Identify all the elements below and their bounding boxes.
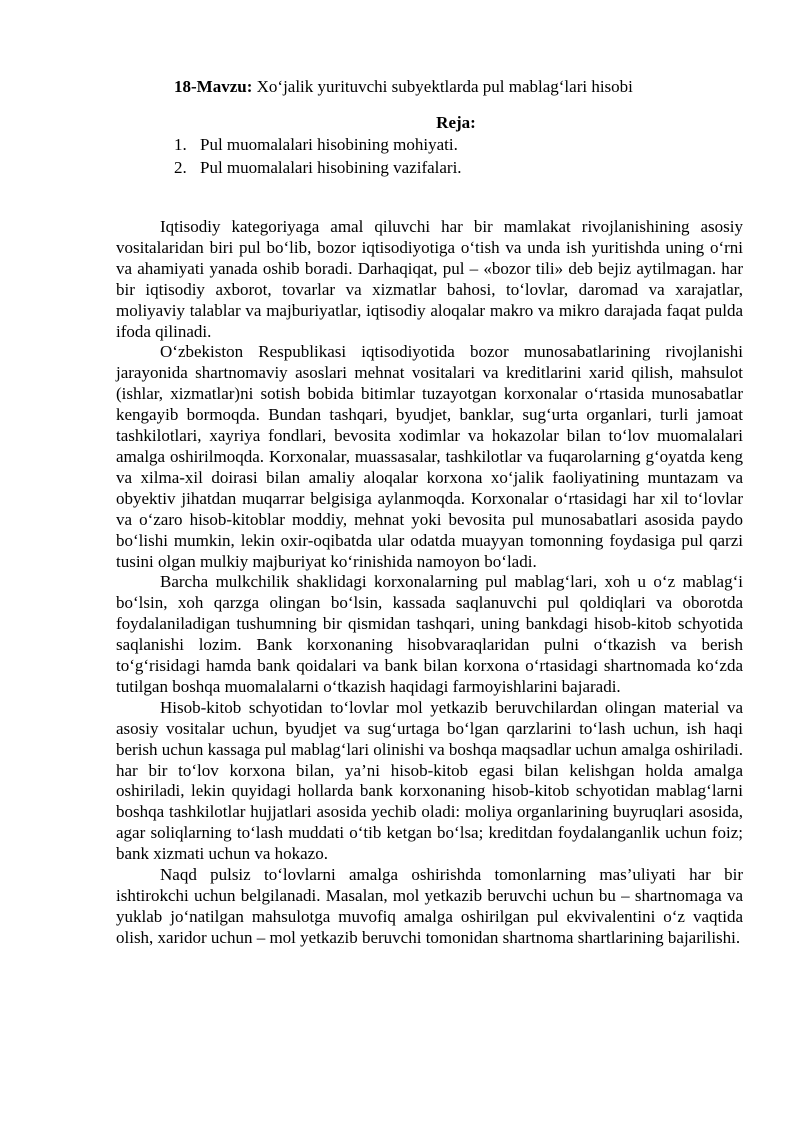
paragraph: Naqd pulsiz to‘lovlarni amalga oshirishda tomonlarning mas’uliyati har bir ishtirokchi uchun belgilanadi. Masalan, mol yetkazib beruvchi uchun bu – shartnomaga va yuklab jo‘natilgan mahsulotga muvofiq amalga oshirilgan pul ekvivalentini o‘z vaqtida olish, xaridor uchun – mol yetkazib beruvchi tomonidan shartnoma shartlarining bajarilishi. <box>116 865 743 947</box>
paragraph: Barcha mulkchilik shaklidagi korxonalarning pul mablag‘lari, xoh u o‘z mablag‘i bo‘lsin, xoh qarzga olingan bo‘lsin, kassada saqlanuvchi pul qoldiqlari va oborotda foydalaniladigan tushumning bir qismidan tashqari, uning bankdagi hisob-kitob schyotida saqlanishi lozim. Bank korxonaning hisobvaraqlaridan pulni o‘tkazish va berish to‘g‘risidagi hamda bank qoidalari va bank bilan korxona o‘rtasidagi shartnomada ko‘zda tutilgan boshqa muomalalarni o‘tkazish haqidagi farmoyishlarini bajaradi. <box>116 572 743 696</box>
plan-item-number: 1. <box>174 135 187 154</box>
paragraph: Iqtisodiy kategoriyaga amal qiluvchi har bir mamlakat rivojlanishining asosiy vositalaridan biri pul bo‘lib, bozor iqtisodiyotiga o‘tish va unda ish yuritishda uning o‘rni va ahamiyati yanada oshib boradi. Darhaqiqat, pul – «bozor tili» deb bejiz aytilmagan. har bir iqtisodiy axborot, tovarlar va xizmatlar bahosi, to‘lovlar, daromad va xarajatlar, moliyaviy talablar va majburiyatlar, iqtisodiy aloqalar makro va mikro darajada faqat pulda ifoda qilinadi. <box>116 217 743 341</box>
topic-title <box>174 76 794 98</box>
paragraph: O‘zbekiston Respublikasi iqtisodiyotida bozor munosabatlarining rivojlanishi jarayonida shartnomaviy asoslari mehnat vositalari va kreditlarini xarid qilish, mahsulot (ishlar, xizmatlar)ni sotish bobida bitimlar tuzayotgan korxonalar o‘rtasida munosabatlar kengayib bormoqda. Bundan tashqari, byudjet, banklar, sug‘urta organlari, turli jamoat tashkilotlari, xayriya fondlari, bevosita xodimlar va hokazolar bilan to‘lov muomalalari amalga oshirilmoqda. Korxonalar, muassasalar, tashkilotlar va fuqarolarning g‘oyatda keng va xilma-xil doirasi bilan amaliy aloqalar korxona xo‘jalik faoliyatining muntazam va obyektiv jihatdan muqarrar belgisiga aylanmoqda. Korxonalar o‘rtasidagi har xil to‘lovlar va o‘zaro hisob-kitoblar moddiy, mehnat yoki bevosita pul munosabatlari asosida paydo bo‘lishi mumkin, lekin oxir-oqibatda ular odatda muayyan tomonning foydasiga pul qarzi tusini olgan mulkiy majburiyat ko‘rinishida namoyon bo‘ladi. <box>116 342 743 571</box>
topic-text: Xo‘jalik yurituvchi subyektlarda pul mablag‘lari hisobi <box>252 77 633 96</box>
plan-item-number: 2. <box>174 158 187 177</box>
plan-item-text: Pul muomalalari hisobining vazifalari. <box>200 158 462 177</box>
plan-item <box>174 156 462 179</box>
paragraph: Hisob-kitob schyotidan to‘lovlar mol yetkazib beruvchilardan olingan material va asosiy vositalar uchun, byudjet va sug‘urtaga bo‘lgan qarzlarini to‘lash uchun, ish haqi berish uchun kassaga pul mablag‘lari olinishi va boshqa maqsadlar uchun amalga oshiriladi. har bir to‘lov korxona bilan, ya’ni hisob-kitob egasi bilan kelishgan holda amalga oshiriladi, lekin quyidagi hollarda bank korxonaning hisob-kitob schyotidan mablag‘larni boshqa tashkilotlar hujjatlari asosida yechib oladi: moliya organlarining buyruqlari asosida, agar soliqlarning to‘lash muddati o‘tib ketgan bo‘lsa; kreditdan foydalanganlik uchun foiz; bank xizmati uchun va hokazo. <box>116 697 743 864</box>
plan-item <box>174 133 462 156</box>
plan-item-text: Pul muomalalari hisobining mohiyati. <box>200 135 458 154</box>
body-text <box>116 217 743 949</box>
plan-heading: Reja: <box>436 113 476 132</box>
topic-label: 18-Mavzu: <box>174 77 253 96</box>
plan-list <box>174 133 462 179</box>
